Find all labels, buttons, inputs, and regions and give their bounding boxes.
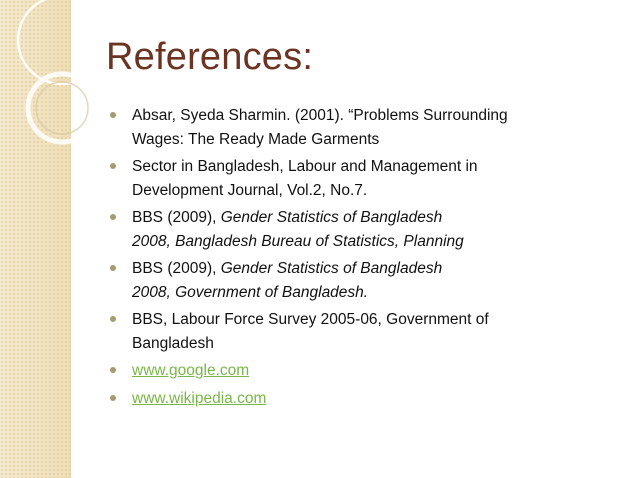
reference-item (104, 257, 604, 304)
reference-item (104, 155, 604, 202)
reference-item (104, 104, 604, 151)
reference-text: Absar, Syeda Sharmin. (2001). “Problems Surrounding Wages: The Ready Made Garments (132, 107, 508, 148)
reference-item (104, 206, 604, 253)
reference-list (104, 104, 604, 414)
reference-text: Sector in Bangladesh, Labour and Management in Development Journal, Vol.2, No.7. (132, 158, 478, 199)
google-link[interactable]: www.google.com (132, 362, 250, 379)
wikipedia-link[interactable]: www.wikipedia.com (132, 389, 267, 407)
reference-title-italic: Gender Statistics of Bangladesh 2008, Bangladesh Bureau of Statistics, Planning (132, 209, 464, 250)
reference-text: BBS, Labour Force Survey 2005-06, Government of Bangladesh (132, 311, 489, 352)
reference-item (104, 308, 604, 355)
reference-item (104, 359, 604, 383)
reference-prefix: BBS (2009), (132, 260, 221, 277)
reference-item (104, 387, 604, 411)
reference-prefix: BBS (2009), (132, 209, 221, 226)
decorative-rings (0, 0, 120, 478)
reference-title-italic: Gender Statistics of Bangladesh 2008, Government of Bangladesh. (132, 260, 443, 301)
slide-title: References: (106, 36, 314, 78)
